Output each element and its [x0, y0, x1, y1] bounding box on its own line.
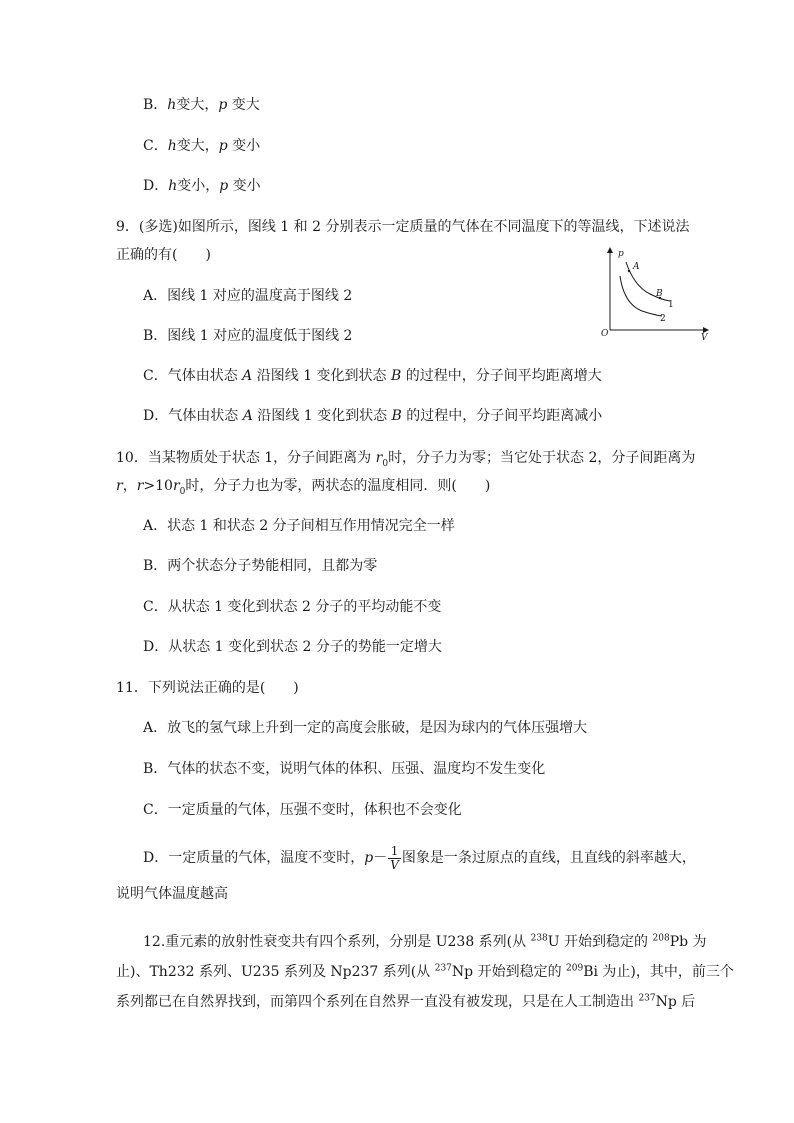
q12-line-3	[116, 992, 695, 1012]
q11-option-b: B．气体的状态不变，说明气体的体积、压强、温度均不发生变化	[143, 761, 546, 777]
var-h: h	[167, 138, 177, 154]
var-r: r	[172, 478, 180, 494]
isotherm-figure	[598, 244, 716, 340]
option-text: 变大，	[176, 97, 219, 113]
q9-option-b: B．图线 1 对应的温度低于图线 2	[143, 328, 353, 344]
var-r: r	[116, 478, 123, 494]
q11-option-d-line-2: 说明气体温度越高	[116, 886, 228, 902]
option-text: 图象是一条过原点的直线，且直线的斜率越大，	[401, 850, 696, 866]
q8-option-c	[143, 136, 260, 156]
paragraph-text: 止)、Th232 系列、U235 系列及 Np237 系列(从	[116, 964, 435, 980]
mass-number: 237	[638, 993, 656, 1004]
q11-option-c: C．一定质量的气体，压强不变时，体积也不会变化	[143, 802, 462, 818]
option-text: 变小	[228, 178, 261, 194]
dash: －	[373, 850, 388, 866]
q9-stem-line-1: 9．(多选)如图所示，图线 1 和 2 分别表示一定质量的气体在不同温度下的等温线，下述说法	[116, 219, 690, 235]
option-text: C．气体由状态	[143, 368, 243, 384]
y-axis-label: p	[618, 249, 624, 259]
var-state-b: B	[391, 368, 402, 384]
stem-text: 10．当某物质处于状态 1，分子间距离为	[116, 450, 376, 466]
var-state-b: B	[391, 408, 402, 424]
var-h: h	[167, 97, 177, 113]
stem-text: 时，分子力也为零，两状态的温度相同．则( )	[185, 478, 491, 494]
q11-option-d-line-1	[143, 843, 696, 873]
option-text: 变大，	[176, 138, 219, 154]
paragraph-text: Np 开始到稳定的	[451, 964, 567, 980]
point-a-marker	[628, 270, 630, 272]
option-text: 沿图线 1 变化到状态	[252, 368, 392, 384]
q10-stem-line-1	[116, 448, 695, 468]
paragraph-text: 系列都已在自然界找到，而第四个系列在自然界一直没有被发现，只是在人工制造出	[116, 994, 639, 1010]
paragraph-text: Bi 为止)，其中，前三个	[583, 964, 734, 980]
paragraph-text: U 开始到稳定的	[547, 934, 653, 950]
var-r: r	[136, 478, 144, 494]
q9-option-d	[143, 406, 602, 426]
q9-option-a: A．图线 1 对应的温度高于图线 2	[143, 288, 353, 304]
var-p: p	[364, 850, 374, 866]
option-text: 变小	[227, 138, 261, 154]
var-p: p	[218, 138, 228, 154]
option-text: 的过程中，分子间平均距离增大	[401, 368, 602, 384]
var-r: r	[375, 450, 383, 466]
q10-stem-line-2	[116, 476, 490, 496]
curve-2-label: 2	[660, 314, 666, 324]
q9-stem-line-2: 正确的有( )	[116, 247, 211, 263]
mass-number: 208	[652, 933, 670, 944]
var-p: p	[219, 178, 229, 194]
q12-line-1	[143, 932, 707, 952]
paragraph-text: 12.重元素的放射性衰变共有四个系列，分别是 U238 系列(从	[143, 934, 531, 950]
q11-stem: 11．下列说法正确的是( )	[116, 680, 299, 696]
option-prefix: B．	[143, 97, 168, 113]
q10-option-b: B．两个状态分子势能相同，且都为零	[143, 558, 378, 574]
option-prefix: C．	[143, 138, 168, 154]
origin-label: O	[601, 329, 609, 339]
option-text: 变大	[227, 97, 260, 113]
option-text: D．气体由状态	[143, 408, 243, 424]
option-text: 沿图线 1 变化到状态	[252, 408, 392, 424]
q9-option-c	[143, 366, 602, 386]
q8-option-b	[143, 95, 260, 115]
fraction-one-over-v	[388, 845, 401, 872]
option-text: D．一定质量的气体，温度不变时，	[143, 850, 365, 866]
option-prefix: D．	[143, 178, 169, 194]
q12-line-2	[116, 962, 734, 982]
q8-option-d	[143, 176, 261, 196]
stem-text: 时，分子力为零；当它处于状态 2，分子间距离为	[388, 450, 696, 466]
fraction-denominator: V	[390, 857, 399, 872]
curve-1-label: 1	[668, 300, 674, 310]
stem-text: >10	[143, 478, 173, 494]
point-b-label: B	[656, 289, 663, 299]
var-state-a: A	[242, 368, 253, 384]
paragraph-text: Pb 为	[669, 934, 707, 950]
point-a-label: A	[633, 262, 640, 272]
fraction-numerator: 1	[388, 845, 401, 859]
q10-option-c: C．从状态 1 变化到状态 2 分子的平均动能不变	[143, 599, 442, 615]
stem-text: ，	[122, 478, 137, 494]
q10-option-d: D．从状态 1 变化到状态 2 分子的势能一定增大	[143, 639, 442, 655]
mass-number: 237	[434, 963, 452, 974]
subscript: 0	[382, 458, 389, 469]
var-p: p	[218, 97, 228, 113]
var-h: h	[168, 178, 178, 194]
paragraph-text: Np 后	[655, 994, 696, 1010]
q11-option-a: A．放飞的氢气球上升到一定的高度会胀破，是因为球内的气体压强增大	[143, 720, 588, 736]
x-axis-label: V	[701, 333, 708, 340]
q10-option-a: A．状态 1 和状态 2 分子间相互作用情况完全一样	[143, 518, 455, 534]
mass-number: 238	[530, 933, 548, 944]
subscript: 0	[179, 486, 186, 497]
option-text: 变小，	[177, 178, 220, 194]
mass-number: 209	[566, 963, 584, 974]
option-text: 的过程中，分子间平均距离减小	[401, 408, 603, 424]
var-state-a: A	[242, 408, 253, 424]
